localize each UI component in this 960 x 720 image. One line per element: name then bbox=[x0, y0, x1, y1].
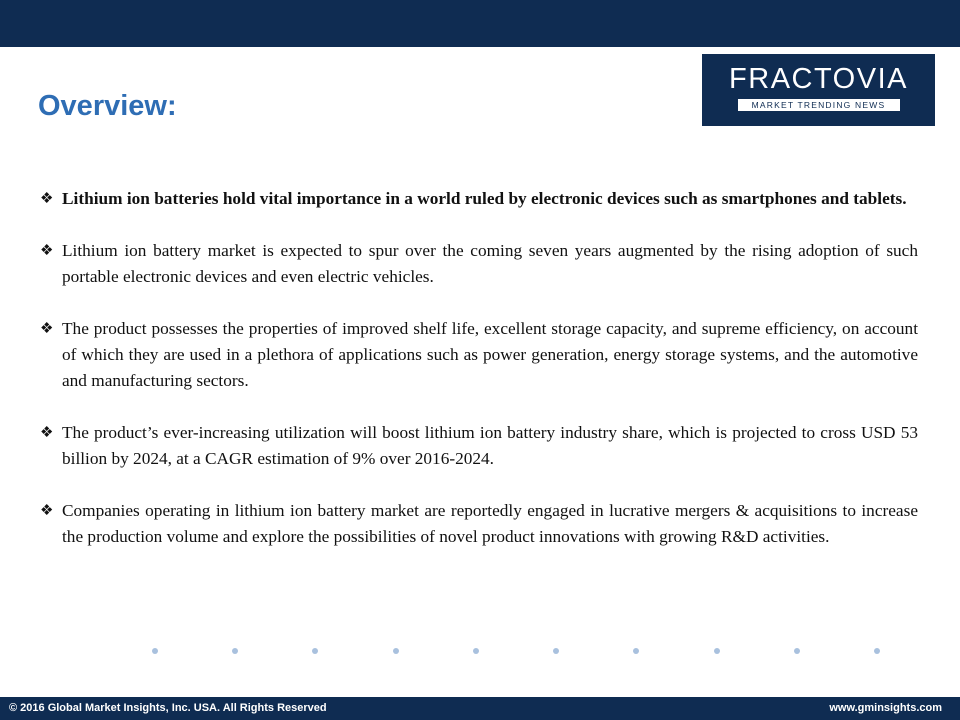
diamond-bullet-icon: ❖ bbox=[40, 321, 54, 337]
diamond-bullet-icon: ❖ bbox=[40, 191, 54, 207]
overview-bullet-list bbox=[40, 186, 918, 576]
pagination-dot bbox=[553, 648, 559, 654]
top-header-bar bbox=[0, 0, 960, 47]
bullet-item bbox=[40, 420, 918, 472]
diamond-bullet-icon: ❖ bbox=[40, 503, 54, 519]
pagination-dot bbox=[874, 648, 880, 654]
bullet-text: Lithium ion batteries hold vital importance in a world ruled by electronic devices such as smartphones and tablets. bbox=[62, 189, 907, 208]
bullet-item bbox=[40, 238, 918, 290]
pagination-dot bbox=[232, 648, 238, 654]
logo-name: FRACTOVIA bbox=[729, 63, 908, 95]
footer-copyright: © 2016 Global Market Insights, Inc. USA. All Rights Reserved bbox=[9, 702, 327, 714]
pagination-dot bbox=[633, 648, 639, 654]
diamond-bullet-icon: ❖ bbox=[40, 243, 54, 259]
bullet-item bbox=[40, 498, 918, 550]
pagination-dot bbox=[312, 648, 318, 654]
diamond-bullet-icon: ❖ bbox=[40, 425, 54, 441]
pagination-dot bbox=[393, 648, 399, 654]
fractovia-logo bbox=[702, 54, 935, 126]
bullet-text: Lithium ion battery market is expected to spur over the coming seven years augmented by the rising adoption of such portable electronic devices and even electric vehicles. bbox=[62, 241, 918, 286]
pagination-dots bbox=[152, 645, 880, 657]
bullet-text: The product’s ever-increasing utilization will boost lithium ion battery industry share, which is projected to cross USD 53 billion by 2024, at a CAGR estimation of 9% over 2016-2024. bbox=[62, 423, 918, 468]
bullet-item bbox=[40, 186, 918, 212]
logo-tagline: MARKET TRENDING NEWS bbox=[738, 99, 900, 111]
page-title: Overview: bbox=[38, 90, 177, 122]
pagination-dot bbox=[794, 648, 800, 654]
bullet-text: The product possesses the properties of improved shelf life, excellent storage capacity, and supreme efficiency, on account of which they are used in a plethora of applications such as power generation, energy storage systems, and the automotive and manufacturing sectors. bbox=[62, 319, 918, 390]
pagination-dot bbox=[714, 648, 720, 654]
footer-website-link[interactable]: www.gminsights.com bbox=[829, 702, 942, 714]
pagination-dot bbox=[473, 648, 479, 654]
bullet-text: Companies operating in lithium ion battery market are reportedly engaged in lucrative mergers & acquisitions to increase the production volume and explore the possibilities of novel product innovations with growing R&D activities. bbox=[62, 501, 918, 546]
pagination-dot bbox=[152, 648, 158, 654]
footer-bar bbox=[0, 697, 960, 720]
bullet-item bbox=[40, 316, 918, 394]
